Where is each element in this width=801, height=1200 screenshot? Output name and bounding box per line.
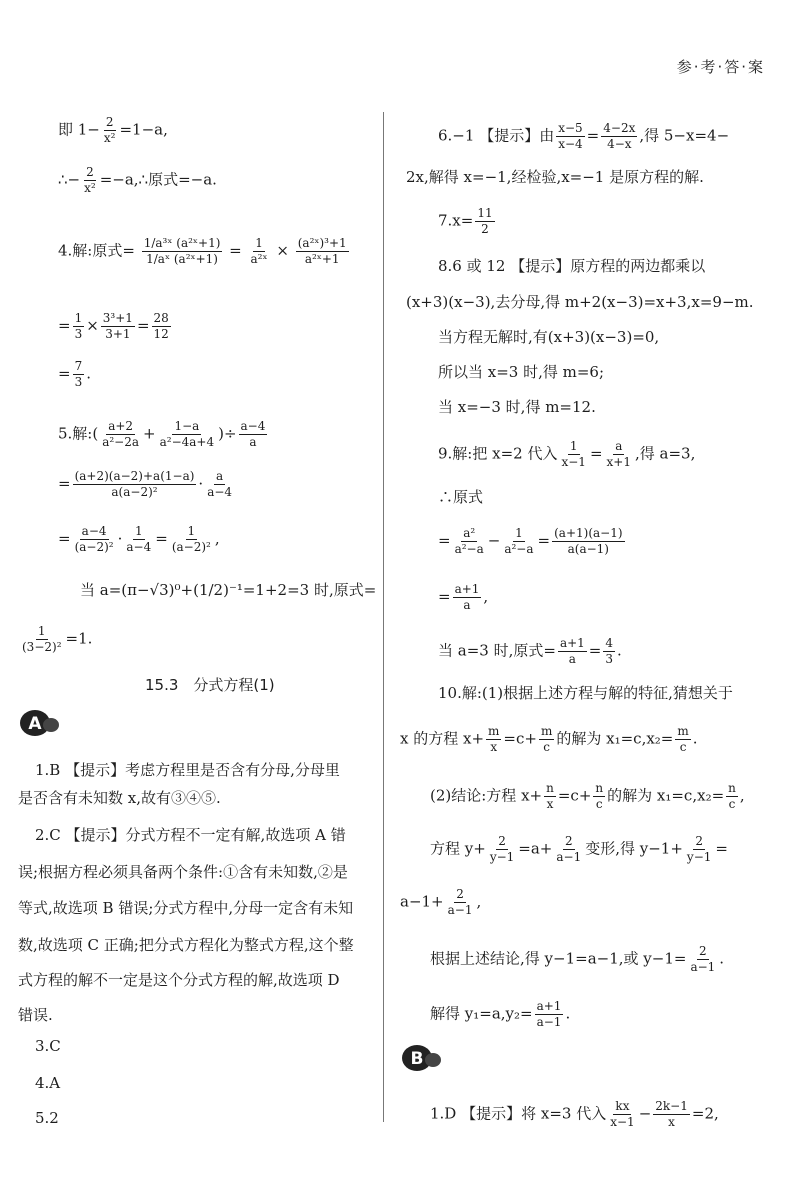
q4-line2: = $\frac{1}{3}$ × $\frac{\text{3³+1}}{3+1}$ = $\frac{28}{12}$ <box>58 311 169 341</box>
q5-line1: 5.解:( $\frac{a+2}{\text{a²−2a}}$ + $\frac{1-a}{\text{a²−4a+4}}$ )÷ $\frac{a-4}{a}$ <box>58 419 266 449</box>
r6-line1: 6.−1 【提示】由 $\frac{x-5}{x-4}$ = $\frac{4-2x}{4-x}$ ,得 5−x=4− <box>438 121 730 151</box>
r9-line5: 当 a=3 时,原式= $\frac{a+1}{a}$ = $\frac{4}{3}$ . <box>438 636 622 666</box>
a2-line1: 2.C 【提示】分式方程不一定有解,故选项 A 错 <box>35 826 346 844</box>
column-divider <box>383 112 384 1122</box>
a2-line5: 式方程的解不一定是这个分式方程的解,故选项 D <box>18 971 340 989</box>
line-l2: ∴− $\frac{2}{\text{x²}}$ =−a,∴原式=−a. <box>58 165 217 195</box>
q5-line2: = $\frac{(a+2)(a-2)+a(1-a)}{\text{a(a−2)²}}$ · $\frac{a}{a-4}$ <box>58 469 233 499</box>
page-header: 参·考·答·案 <box>676 58 765 76</box>
r10-line4: 方程 y+ $\frac{2}{y-1}$ =a+ $\frac{2}{a-1}$ 变形,得 y−1+ $\frac{2}{y-1}$ = <box>430 834 728 864</box>
r8-line2: (x+3)(x−3),去分母,得 m+2(x−3)=x+3,x=9−m. <box>406 293 754 311</box>
b1-line: 1.D 【提示】将 x=3 代入 $\frac{kx}{x-1}$ − $\frac{2k-1}{x}$ =2, <box>430 1099 719 1129</box>
r9-line4: = $\frac{a+1}{a}$ , <box>438 582 489 612</box>
r8-line1: 8.6 或 12 【提示】原方程的两边都乘以 <box>438 257 706 275</box>
r10-line7: 解得 y₁=a,y₂= $\frac{a+1}{a-1}$ . <box>430 999 571 1029</box>
r9-line3: = $\frac{\text{a²}}{\text{a²−a}}$ − $\frac{1}{\text{a²−a}}$ = $\frac{(a+1)(a-1)}{a(a-1)}$ <box>438 526 623 556</box>
q5-line4: 当 a=(π−√3)⁰+(1/2)⁻¹=1+2=3 时,原式= <box>80 581 377 599</box>
r10-line1: 10.解:(1)根据上述方程与解的特征,猜想关于 <box>438 684 733 702</box>
r7-line: 7.x= $\frac{11}{2}$ <box>438 206 493 236</box>
a4-line: 4.A <box>35 1074 61 1092</box>
a2-line6: 错误. <box>18 1006 53 1024</box>
r10-line2: x 的方程 x+ $\frac{m}{x}$ =c+ $\frac{m}{c}$ 的解为 x₁=c,x₂= $\frac{m}{c}$ . <box>400 724 698 754</box>
a5-line: 5.2 <box>35 1109 59 1127</box>
a3-line: 3.C <box>35 1037 61 1055</box>
r10-line3: (2)结论:方程 x+ $\frac{n}{x}$ =c+ $\frac{n}{c}$ 的解为 x₁=c,x₂= $\frac{n}{c}$ , <box>430 781 745 811</box>
line-l1: 即 1− $\frac{2}{\text{x²}}$ =1−a, <box>58 115 168 145</box>
q5-line3: = $\frac{a-4}{\text{(a−2)²}}$ · $\frac{1}{a-4}$ = $\frac{1}{\text{(a−2)²}}$ , <box>58 524 220 554</box>
r8-line4: 所以当 x=3 时,得 m=6; <box>438 363 605 381</box>
section-title: 15.3 分式方程(1) <box>145 676 275 694</box>
group-b-badge-icon <box>400 1043 442 1073</box>
a1-line2: 是否含有未知数 x,故有③④⑤. <box>18 789 221 807</box>
svg-text:B: B <box>410 1049 424 1069</box>
r10-line6: 根据上述结论,得 y−1=a−1,或 y−1= $\frac{2}{a-1}$ . <box>430 944 725 974</box>
q5-line5: $\frac{1}{\text{(3−2)²}}$ =1. <box>22 624 93 654</box>
r9-line1: 9.解:把 x=2 代入 $\frac{1}{x-1}$ = $\frac{a}{x+1}$ ,得 a=3, <box>438 439 696 469</box>
r6-line2: 2x,解得 x=−1,经检验,x=−1 是原方程的解. <box>406 168 704 186</box>
a2-line2: 误;根据方程必须具备两个条件:①含有未知数,②是 <box>18 863 348 881</box>
q4-line1: 4.解:原式= $\frac{\text{1/a³ˣ (a²ˣ+1)}}{\text{1/aˣ (a²ˣ+1)}}$ = $\frac{1}{\text{a²ˣ}}$ × $\frac{\text{(a²ˣ)³+1}}{\text{a²ˣ+1}}$ <box>58 236 347 266</box>
q4-line3: = $\frac{7}{3}$ . <box>58 359 91 389</box>
a2-line4: 数,故选项 C 正确;把分式方程化为整式方程,这个整 <box>18 936 354 954</box>
r10-line5: a−1+ $\frac{2}{a-1}$ , <box>400 887 482 917</box>
r8-line3: 当方程无解时,有(x+3)(x−3)=0, <box>438 328 660 346</box>
r8-line5: 当 x=−3 时,得 m=12. <box>438 398 596 416</box>
svg-text:A: A <box>28 714 42 734</box>
r9-line2: ∴原式 <box>438 488 484 506</box>
group-a-badge-icon <box>18 708 60 738</box>
a1-line1: 1.B 【提示】考虑方程里是否含有分母,分母里 <box>35 761 340 779</box>
a2-line3: 等式,故选项 B 错误;分式方程中,分母一定含有未知 <box>18 899 354 917</box>
